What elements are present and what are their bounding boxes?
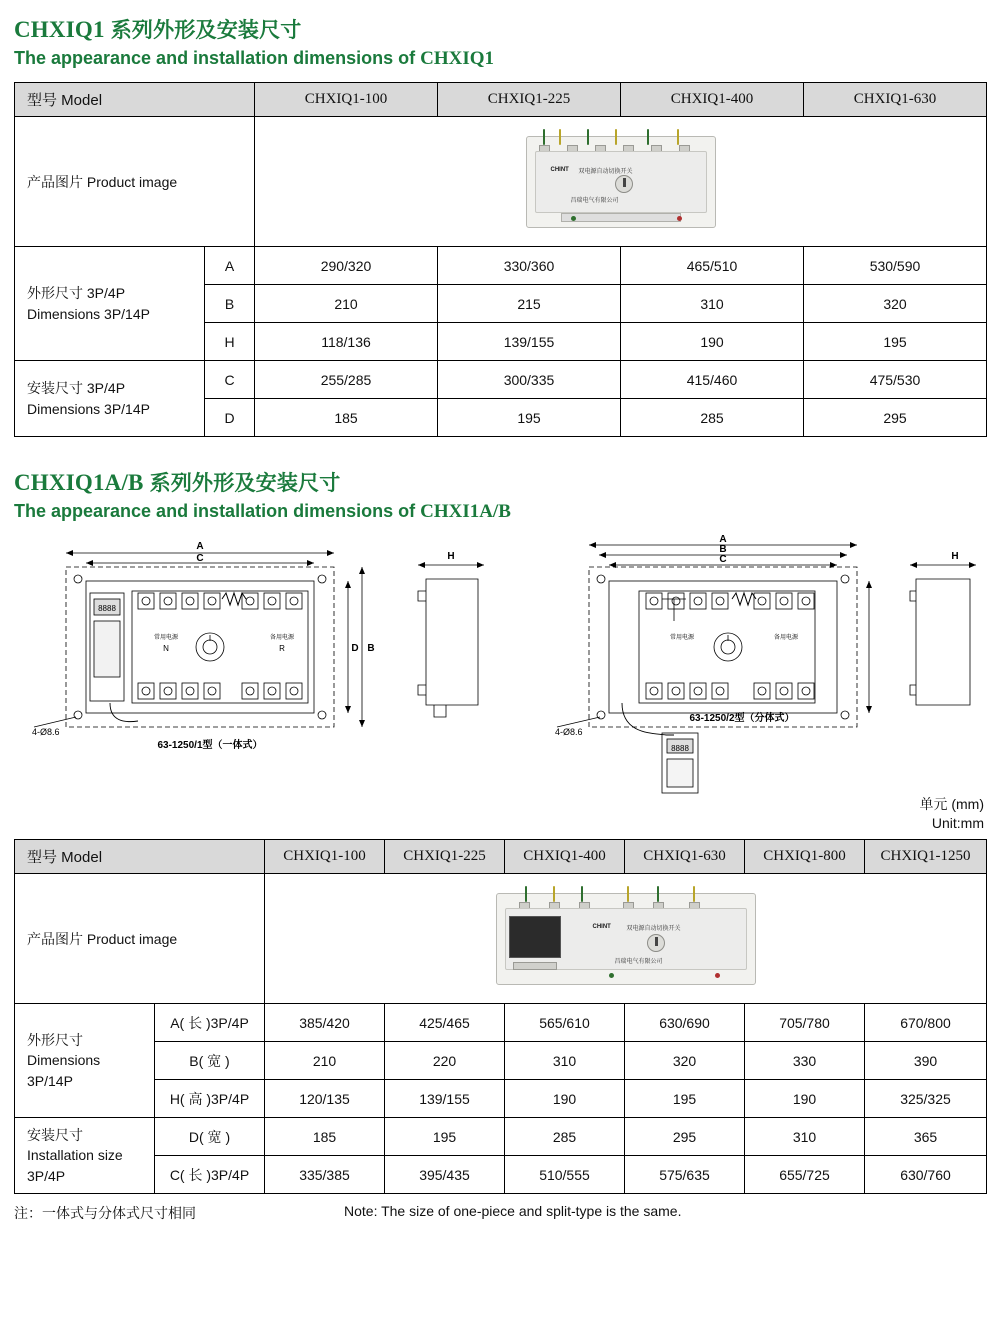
cell-B2-4: 320 xyxy=(625,1042,745,1080)
panel-src-right: 备用电源 xyxy=(269,635,295,641)
section1-title-model: CHXIQ1 xyxy=(14,17,105,42)
unit-note-cn: 单元 (mm) xyxy=(919,796,984,813)
caption-left: 63-1250/1型（一体式） xyxy=(157,740,263,751)
cell-C2-5: 655/725 xyxy=(745,1156,865,1194)
row-key-C: C xyxy=(205,361,255,399)
cell-D2-1: 185 xyxy=(265,1118,385,1156)
cell-C-3: 415/460 xyxy=(621,361,804,399)
cell-H2-5: 190 xyxy=(745,1080,865,1118)
wire-group-2 xyxy=(507,886,747,904)
row-key-D: D xyxy=(205,399,255,437)
dimensions-label-en: Dimensions 3P/14P xyxy=(27,305,150,322)
table-row xyxy=(15,1042,987,1080)
dim-label-A-right: A xyxy=(719,535,727,545)
installation-label-en-2: Installation size xyxy=(27,1147,123,1164)
dim-label-A-left: A xyxy=(196,541,204,552)
section1-title-cn: 系列外形及安装尺寸 xyxy=(110,19,302,42)
device-knob-2 xyxy=(647,934,665,952)
table-header-row xyxy=(15,840,987,874)
header-model-1: CHXIQ1-100 xyxy=(255,83,438,117)
cell-H-3: 190 xyxy=(621,323,804,361)
table-row xyxy=(15,1004,987,1042)
device-company-cn-2: 昌瑞电气有限公司 xyxy=(614,958,663,965)
cell-B2-3: 310 xyxy=(505,1042,625,1080)
cell-D2-2: 195 xyxy=(385,1118,505,1156)
device-brand: CHINT xyxy=(550,166,569,173)
dim-label-H-left: H xyxy=(447,551,455,562)
table-row xyxy=(15,247,987,285)
cell-B-1: 210 xyxy=(255,285,438,323)
product-photo-1 xyxy=(257,121,984,242)
dim-label-D-left: D xyxy=(351,643,359,654)
section2-table xyxy=(14,839,987,1194)
installation-label-cn: 安装尺寸 3P/4P xyxy=(27,380,126,397)
atse-device-photo-2 xyxy=(496,893,756,985)
header-model-2: CHXIQ1-225 xyxy=(385,840,505,874)
dimensions-group-label xyxy=(15,247,205,361)
cell-C2-3: 510/555 xyxy=(505,1156,625,1194)
product-image-cell-2 xyxy=(265,874,987,1004)
cell-A2-2: 425/465 xyxy=(385,1004,505,1042)
dimensions-label-en-2: Dimensions xyxy=(27,1052,101,1069)
table-row xyxy=(15,1080,987,1118)
cell-C2-6: 630/760 xyxy=(865,1156,987,1194)
device-knob xyxy=(615,175,633,193)
header-model: 型号 Model xyxy=(15,840,265,874)
device-buttons-2 xyxy=(513,962,557,970)
cell-A2-3: 565/610 xyxy=(505,1004,625,1042)
cell-C-4: 475/530 xyxy=(804,361,987,399)
cell-H2-4: 195 xyxy=(625,1080,745,1118)
cell-B-3: 310 xyxy=(621,285,804,323)
table-row xyxy=(15,361,987,399)
cell-C2-1: 335/385 xyxy=(265,1156,385,1194)
table-row xyxy=(15,1156,987,1194)
cell-A2-1: 385/420 xyxy=(265,1004,385,1042)
device-label-cn-2: 双电源自动切换开关 xyxy=(626,925,681,932)
row-key-A2: A( 长 )3P/4P xyxy=(155,1004,265,1042)
controller-digits-right: 8888 xyxy=(671,744,689,753)
installation-label-cn-2: 安装尺寸 xyxy=(27,1127,83,1144)
row-key-D2: D( 宽 ) xyxy=(155,1118,265,1156)
section2-title-cn: 系列外形及安装尺寸 xyxy=(149,472,341,495)
cell-A-1: 290/320 xyxy=(255,247,438,285)
wire-group xyxy=(537,129,707,147)
row-key-H: H xyxy=(205,323,255,361)
table-row xyxy=(15,1118,987,1156)
row-key-H2: H( 高 )3P/4P xyxy=(155,1080,265,1118)
dimensions-label-cn: 外形尺寸 3P/4P xyxy=(27,285,126,302)
header-model-4: CHXIQ1-630 xyxy=(625,840,745,874)
dim-label-C-left: C xyxy=(196,553,204,564)
installation-label-pole-2: 3P/4P xyxy=(27,1167,66,1184)
cell-D-2: 195 xyxy=(438,399,621,437)
section1-table xyxy=(14,82,987,437)
hole-label-left: 4-Ø8.6 xyxy=(32,727,60,737)
header-model-4: CHXIQ1-630 xyxy=(804,83,987,117)
panel2-src-right: 备用电源 xyxy=(773,635,799,641)
table-row xyxy=(15,117,987,247)
cell-H-4: 195 xyxy=(804,323,987,361)
header-model-5: CHXIQ1-800 xyxy=(745,840,865,874)
header-model-1: CHXIQ1-100 xyxy=(265,840,385,874)
device-company-cn: 昌瑞电气有限公司 xyxy=(570,197,619,204)
panel-label-R: R xyxy=(279,644,285,653)
panel-src-left: 常用电源 xyxy=(153,635,179,641)
product-image-label-2: 产品图片 Product image xyxy=(15,874,265,1004)
drawings-svg xyxy=(14,535,986,795)
cell-D2-6: 365 xyxy=(865,1118,987,1156)
led-green xyxy=(571,216,576,221)
caption-right: 63-1250/2型（分体式） xyxy=(689,713,795,724)
section2-title-model: CHXIQ1A/B xyxy=(14,470,144,495)
cell-D-4: 295 xyxy=(804,399,987,437)
section2-subtitle-model: CHXI1A/B xyxy=(420,501,511,522)
cell-B2-2: 220 xyxy=(385,1042,505,1080)
device-bottom-strip xyxy=(561,213,681,222)
led-green-2 xyxy=(609,973,614,978)
device-brand-2: CHINT xyxy=(592,923,611,930)
cell-H2-1: 120/135 xyxy=(265,1080,385,1118)
section2-subtitle-text: The appearance and installation dimensions of xyxy=(14,501,421,521)
cell-D2-4: 295 xyxy=(625,1118,745,1156)
cell-C-1: 255/285 xyxy=(255,361,438,399)
cell-A2-6: 670/800 xyxy=(865,1004,987,1042)
cell-C-2: 300/335 xyxy=(438,361,621,399)
row-key-C2: C( 长 )3P/4P xyxy=(155,1156,265,1194)
led-red-2 xyxy=(715,973,720,978)
product-image-label: 产品图片 Product image xyxy=(15,117,255,247)
cell-H2-3: 190 xyxy=(505,1080,625,1118)
cell-D2-3: 285 xyxy=(505,1118,625,1156)
cell-B-2: 215 xyxy=(438,285,621,323)
footer-note xyxy=(14,1203,986,1223)
header-model: 型号 Model xyxy=(15,83,255,117)
dim-label-H-right: H xyxy=(951,551,959,562)
dimension-drawings xyxy=(14,535,986,835)
section1-title xyxy=(14,14,986,44)
hole-label-right: 4-Ø8.6 xyxy=(555,727,583,737)
header-model-3: CHXIQ1-400 xyxy=(505,840,625,874)
atse-device-photo xyxy=(526,136,716,228)
dimensions-label-cn-2: 外形尺寸 xyxy=(27,1032,83,1049)
cell-D2-5: 310 xyxy=(745,1118,865,1156)
cell-D-1: 185 xyxy=(255,399,438,437)
section1-subtitle xyxy=(14,48,986,70)
header-model-3: CHXIQ1-400 xyxy=(621,83,804,117)
dimensions-label-pole-2: 3P/14P xyxy=(27,1072,73,1089)
cell-A-2: 330/360 xyxy=(438,247,621,285)
cell-H2-6: 325/325 xyxy=(865,1080,987,1118)
cell-H-1: 118/136 xyxy=(255,323,438,361)
controller-digits-left: 8888 xyxy=(98,604,116,613)
unit-note xyxy=(919,795,984,833)
table-header-row xyxy=(15,83,987,117)
section2-title xyxy=(14,467,986,497)
table-row xyxy=(15,874,987,1004)
footer-note-en: Note: The size of one-piece and split-type is the same. xyxy=(344,1203,682,1219)
dimensions-group-label-2 xyxy=(15,1004,155,1118)
device-label-cn: 双电源自动切换开关 xyxy=(578,168,633,175)
cell-A2-5: 705/780 xyxy=(745,1004,865,1042)
cell-C2-4: 575/635 xyxy=(625,1156,745,1194)
cell-H2-2: 139/155 xyxy=(385,1080,505,1118)
section1-subtitle-model: CHXIQ1 xyxy=(420,48,494,69)
section2-subtitle xyxy=(14,501,986,523)
row-key-B: B xyxy=(205,285,255,323)
cell-C2-2: 395/435 xyxy=(385,1156,505,1194)
cell-B2-5: 330 xyxy=(745,1042,865,1080)
cell-A-4: 530/590 xyxy=(804,247,987,285)
product-photo-2 xyxy=(267,878,984,999)
section1-subtitle-text: The appearance and installation dimensions of xyxy=(14,48,421,68)
row-key-A: A xyxy=(205,247,255,285)
footer-note-cn: 注：一体式与分体式尺寸相同 xyxy=(14,1205,196,1221)
device-display-2 xyxy=(509,916,561,958)
cell-B2-6: 390 xyxy=(865,1042,987,1080)
dim-label-B-right: B xyxy=(719,544,727,555)
product-image-cell-1 xyxy=(255,117,987,247)
cell-B2-1: 210 xyxy=(265,1042,385,1080)
installation-group-label xyxy=(15,361,205,437)
installation-label-en: Dimensions 3P/14P xyxy=(27,400,150,417)
cell-B-4: 320 xyxy=(804,285,987,323)
cell-D-3: 285 xyxy=(621,399,804,437)
dim-label-C-right: C xyxy=(719,554,727,565)
row-key-B2: B( 宽 ) xyxy=(155,1042,265,1080)
cell-A2-4: 630/690 xyxy=(625,1004,745,1042)
cell-H-2: 139/155 xyxy=(438,323,621,361)
dim-label-B-left: B xyxy=(367,643,375,654)
cell-A-3: 465/510 xyxy=(621,247,804,285)
header-model-6: CHXIQ1-1250 xyxy=(865,840,987,874)
unit-note-en: Unit:mm xyxy=(931,815,984,832)
panel-label-N: N xyxy=(163,644,169,653)
led-red xyxy=(677,216,682,221)
installation-group-label-2 xyxy=(15,1118,155,1194)
header-model-2: CHXIQ1-225 xyxy=(438,83,621,117)
panel2-src-left: 常用电源 xyxy=(669,635,695,641)
